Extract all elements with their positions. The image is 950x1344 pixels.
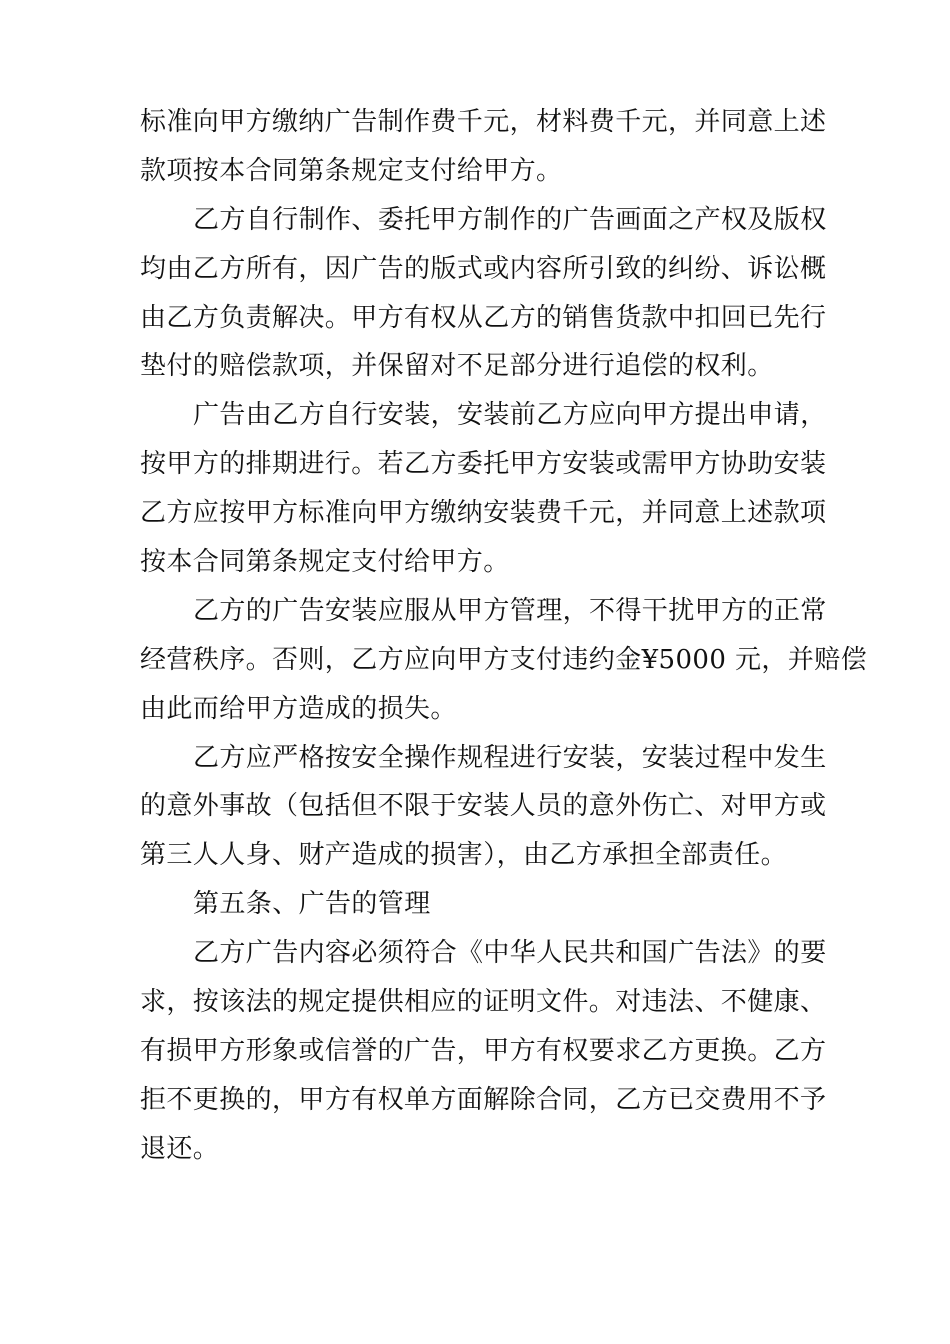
text-line: 均由乙方所有，因广告的版式或内容所引致的纠纷、诉讼概 (140, 253, 827, 284)
text-line: 第三人人身、财产造成的损害），由乙方承担全部责任。 (140, 840, 788, 871)
text-line: 拒不更换的，甲方有权单方面解除合同，乙方已交费用不予 (140, 1084, 827, 1115)
text-line: 退还。 (140, 1133, 220, 1164)
text-line: 求，按该法的规定提供相应的证明文件。对违法、不健康、 (140, 987, 827, 1018)
paragraph-start-line: 乙方广告内容必须符合《中华人民共和国广告法》的要 (193, 938, 827, 969)
paragraph-start-line: 乙方的广告安装应服从甲方管理，不得干扰甲方的正常 (193, 595, 827, 626)
text-line: 经营秩序。否则，乙方应向甲方支付违约金¥5000 元，并赔偿 (140, 644, 867, 675)
text-line: 款项按本合同第条规定支付给甲方。 (140, 155, 563, 186)
text-line: 的意外事故（包括但不限于安装人员的意外伤亡、对甲方或 (140, 791, 827, 822)
section-heading: 第五条、广告的管理 (193, 889, 431, 920)
text-line: 有损甲方形象或信誉的广告，甲方有权要求乙方更换。乙方 (140, 1035, 827, 1066)
paragraph-start-line: 乙方自行制作、委托甲方制作的广告画面之产权及版权 (193, 204, 827, 235)
text-line: 由此而给甲方造成的损失。 (140, 693, 457, 724)
text-line: 标准向甲方缴纳广告制作费千元，材料费千元，并同意上述 (140, 107, 827, 137)
text-line: 乙方应按甲方标准向甲方缴纳安装费千元，并同意上述款项 (140, 498, 827, 529)
contract-body-text (140, 98, 867, 1174)
text-line: 由乙方负责解决。甲方有权从乙方的销售货款中扣回已先行 (140, 302, 827, 333)
paragraph-start-line: 广告由乙方自行安装，安装前乙方应向甲方提出申请， (193, 400, 827, 431)
text-line: 垫付的赔偿款项，并保留对不足部分进行追偿的权利。 (140, 351, 774, 382)
text-line: 按甲方的排期进行。若乙方委托甲方安装或需甲方协助安装 (140, 449, 827, 480)
paragraph-start-line: 乙方应严格按安全操作规程进行安装，安装过程中发生 (193, 742, 827, 773)
text-line: 按本合同第条规定支付给甲方。 (140, 547, 510, 578)
